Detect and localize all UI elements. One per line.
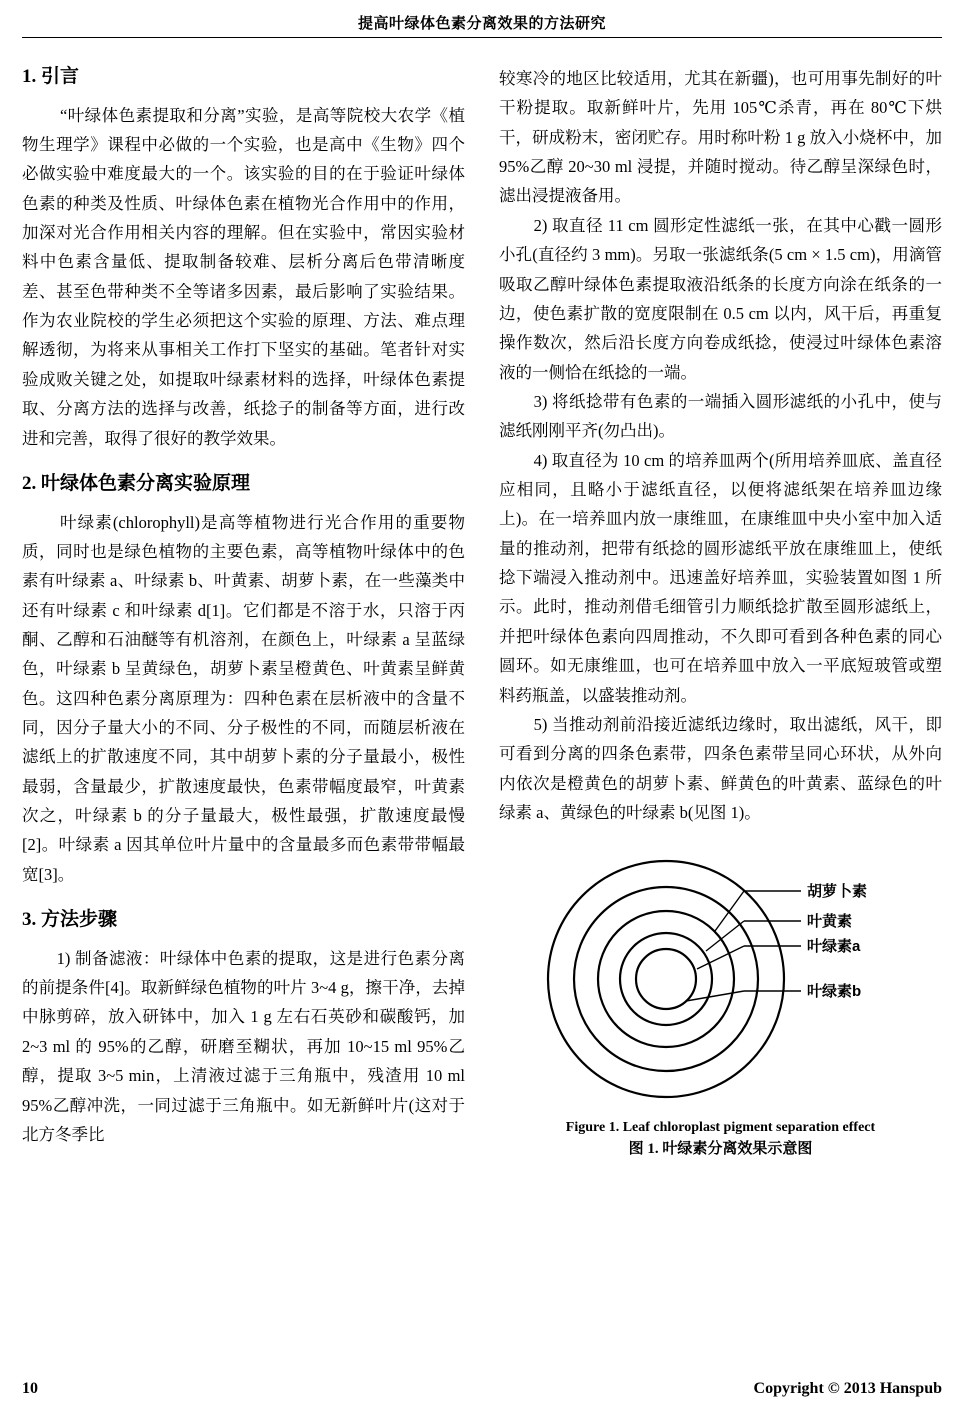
left-column xyxy=(22,64,465,1334)
paragraph-method-step-1: 1) 制备滤液：叶绿体中色素的提取，这是进行色素分离的前提条件[4]。取新鲜绿色植物的叶片 3~4 g，擦干净，去掉中脉剪碎，放入研钵中，加入 1 g 左右石英砂和碳酸钙，加 2~3 ml 的 95%的乙醇，研磨至糊状，再加 10~15 ml 95%乙醇，提取 3~5 min，上清液过滤于三角瓶中，残渣用 10 ml 95%乙醇冲洗，一同过滤于三角瓶中。如无新鲜叶片(这对于北方冬季比 xyxy=(22,948,465,1144)
page-number: 10 xyxy=(22,1380,38,1397)
two-column-body xyxy=(22,64,942,1334)
paragraph-method-step-1-continued: 较寒冷的地区比较适用，尤其在新疆)，也可用事先制好的叶干粉提取。取新鲜叶片，先用 105℃杀青，再在 80℃下烘干，研成粉末，密闭贮存。用时称叶粉 1 g 放入小烧杯中，加 95%乙醇 20~30 ml 浸提，并随时搅动。待乙醇呈深绿色时，滤出浸提液备用。 xyxy=(499,69,942,206)
figure-label-carotene: 胡萝卜素 xyxy=(806,883,867,901)
figure-caption-chinese: 图 1. 叶绿素分离效果示意图 xyxy=(628,1141,813,1158)
paragraph-method-step-2: 2) 取直径 11 cm 圆形定性滤纸一张，在其中心戳一圆形小孔(直径约 3 mm)。另取一张滤纸条(5 cm × 1.5 cm)，用滴管吸取乙醇叶绿体色素提取液沿纸条的长度方向涂在纸条的一边，使色素扩散的宽度限制在 0.5 cm 以内，风干后，再重复操作数次，然后沿长度方向卷成纸捻，使浸过叶绿体色素溶液的一侧恰在纸捻的一端。 xyxy=(499,215,942,382)
copyright-notice: Copyright © 2013 Hanspub xyxy=(753,1380,942,1397)
figure-caption-english: Figure 1. Leaf chloroplast pigment separation effect xyxy=(565,1120,876,1136)
figure-1 xyxy=(499,851,942,1161)
figure-label-xanthophyll: 叶黄素 xyxy=(806,913,852,931)
figure-label-chlorophyll-b: 叶绿素b xyxy=(806,983,861,1001)
pigment-separation-diagram xyxy=(501,851,941,1106)
paragraph-introduction: “叶绿体色素提取和分离”实验，是高等院校大农学《植物生理学》课程中必做的一个实验，也是高中《生物》四个必做实验中难度最大的一个。该实验的目的在于验证叶绿体色素的种类及性质、叶绿体色素在植物光合作用中的作用，加深对光合作用相关内容的理解。但在实验中，常因实验材料中色素含量低、提取制备较难、层析分离后色带清晰度差、甚至色带种类不全等诸多因素，最后影响了实验结果。作为农业院校的学生必须把这个实验的原理、方法、难点理解透彻，为将来从事相关工作打下坚实的基础。笔者针对实验成败关键之处，如提取叶绿素材料的选择，叶绿体色素提取、分离方法的选择与改善，纸捻子的制备等方面，进行改进和完善，取得了很好的教学效果。 xyxy=(22,105,465,448)
section-heading-introduction: 1. 引言 xyxy=(22,66,80,87)
header-divider xyxy=(22,37,942,38)
section-heading-method: 3. 方法步骤 xyxy=(22,909,118,931)
paragraph-principle: 叶绿素(chlorophyll)是高等植物进行光合作用的重要物质，同时也是绿色植物的主要色素，高等植物叶绿体中的色素有叶绿素 a、叶绿素 b、叶黄素、胡萝卜素，在一些藻类中还有叶绿素 c 和叶绿素 d[1]。它们都是不溶于水，只溶于丙酮、乙醇和石油醚等有机溶剂，在颜色上，叶绿素 a 呈蓝绿色，叶绿素 b 呈黄绿色，胡萝卜素呈橙黄色、叶黄素呈鲜黄色。这四种色素分离原理为：四种色素在层析液中的含量不同，因分子量大小的不同、分子极性的不同，而随层析液在滤纸上的扩散速度不同，其中胡萝卜素的分子量最小，极性最弱，含量最少，扩散速度最快，色素带幅度最窄，叶黄素次之，叶绿素 b 的分子量最大，极性最强，扩散速度最慢[2]。叶绿素 a 因其单位叶片量中的含量最多而色素带带幅最宽[3]。 xyxy=(22,512,465,884)
section-heading-principle: 2. 叶绿体色素分离实验原理 xyxy=(22,472,251,494)
page-footer xyxy=(22,1380,942,1398)
paragraph-method-step-5: 5) 当推动剂前沿接近滤纸边缘时，取出滤纸，风干，即可看到分离的四条色素带，四条色素带呈同心环状，从外向内依次是橙黄色的胡萝卜素、鲜黄色的叶黄素、蓝绿色的叶绿素 a、黄绿色的叶绿素 b(见图 1)。 xyxy=(499,714,942,822)
running-head: 提高叶绿体色素分离效果的方法研究 xyxy=(357,16,606,32)
right-column xyxy=(499,64,942,1334)
figure-label-chlorophyll-a: 叶绿素a xyxy=(806,938,860,956)
paragraph-method-step-4: 4) 取直径为 10 cm 的培养皿两个(所用培养皿底、盖直径应相同，且略小于滤纸直径，以便将滤纸架在培养皿边缘上)。在一培养皿内放一康维皿，在康维皿中央小室中加入适量的推动剂，把带有纸捻的圆形滤纸平放在康维皿上，使纸捻下端浸入推动剂中。迅速盖好培养皿，实验装置如图 1 所示。此时，推动剂借毛细管引力顺纸捻扩散至圆形滤纸上，并把叶绿体色素向四周推动，不久即可看到各种色素的同心圆环。如无康维皿，也可在培养皿中放入一平底短玻管或塑料药瓶盖，以盛装推动剂。 xyxy=(499,450,942,705)
paragraph-method-step-3: 3) 将纸捻带有色素的一端插入圆形滤纸的小孔中，使与滤纸刚刚平齐(勿凸出)。 xyxy=(499,391,942,441)
